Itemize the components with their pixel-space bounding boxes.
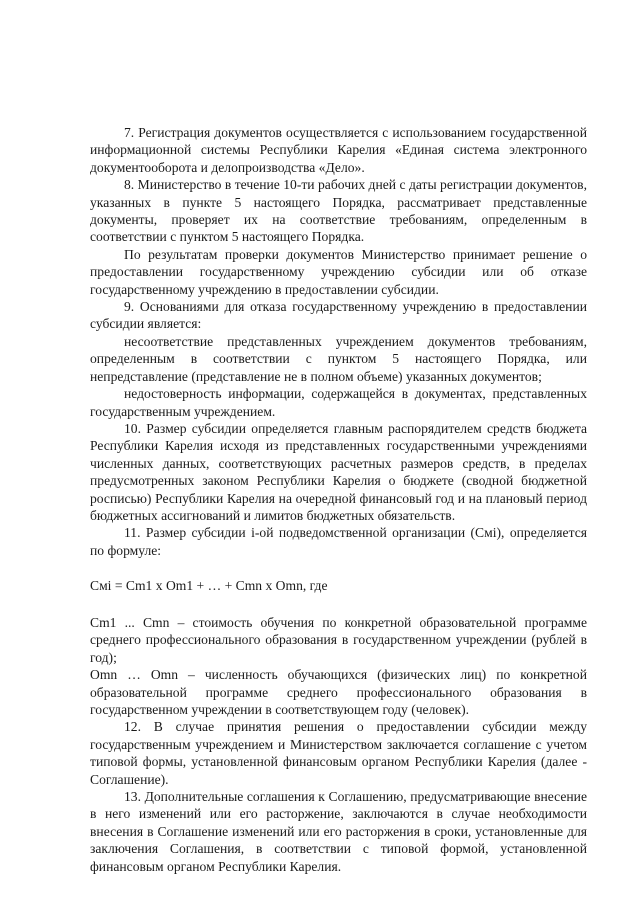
definition-count: Omn … Omn – численность обучающихся (физических лиц) по конкретной образовательной программе среднего профессионального образования в государственном учреждении в соответствующем году (человек). (90, 667, 587, 717)
paragraph-13: 13. Дополнительные соглашения к Соглашению, предусматривающие внесение в него изменений или его расторжение, заключаются в случае необходимости внесения в Соглашение изменений или его расторжения в сроки, установленные для заключения Соглашения, в соответствии с типовой формой, установленной финансовым органом Республики Карелия. (90, 789, 587, 874)
paragraph-9-item-1: несоответствие представленных учреждением документов требованиям, определенным в соответствии с пунктом 5 настоящего Порядка, или непредставление (представление не в полном объеме) указанных документов; (90, 333, 587, 384)
paragraph-11: 11. Размер субсидии i-ой подведомственной организации (Cмi), определяется по формуле: (90, 525, 587, 558)
paragraph-8-decision: По результатам проверки документов Министерство принимает решение о предоставлении государственному учреждению субсидии или об отказе государственному учреждению в предоставлении субсидии. (90, 246, 587, 297)
paragraph-9-item-2: недостоверность информации, содержащейся в документах, представленных государственным учреждением. (90, 386, 587, 419)
paragraph-8: 8. Министерство в течение 10-ти рабочих дней с даты регистрации документов, указанных в пункте 5 настоящего Порядка, рассматривает представленные документы, проверяет их на соответствие требованиям, определенным в соответствии с пунктом 5 настоящего Порядка. (90, 177, 587, 245)
definition-cost: Cm1 ... Cmn – стоимость обучения по конкретной образовательной программе среднего профессионального образования в государственном учреждении (рублей в год); (90, 614, 587, 665)
paragraph-10: 10. Размер субсидии определяется главным распорядителем средств бюджета Республики Карелия исходя из представленных государственными учреждениями численных данных, соответствующих расчетных размеров средств, в пределах предусмотренных законом Республики Карелия о бюджете (сводной бюджетной росписью) Республики Карелия на очередной финансовый год и на плановый период бюджетных ассигнований и лимитов бюджетных обязательств. (90, 420, 587, 523)
subsidy-formula: Смi = Cm1 x Om1 + … + Cmn x Omn, где (90, 577, 328, 593)
document-page (90, 124, 587, 875)
paragraph-12: 12. В случае принятия решения о предоставлении субсидии между государственным учреждением и Министерством заключается соглашение с учетом типовой формы, установленной финансовым органом Республики Карелия (далее - Соглашение). (90, 719, 587, 787)
paragraph-7: 7. Регистрация документов осуществляется с использованием государственной информационной системы Республики Карелия «Единая система электронного документооборота и делопроизводства «Дело». (90, 125, 587, 175)
paragraph-9: 9. Основаниями для отказа государственному учреждению в предоставлении субсидии является: (90, 299, 587, 332)
